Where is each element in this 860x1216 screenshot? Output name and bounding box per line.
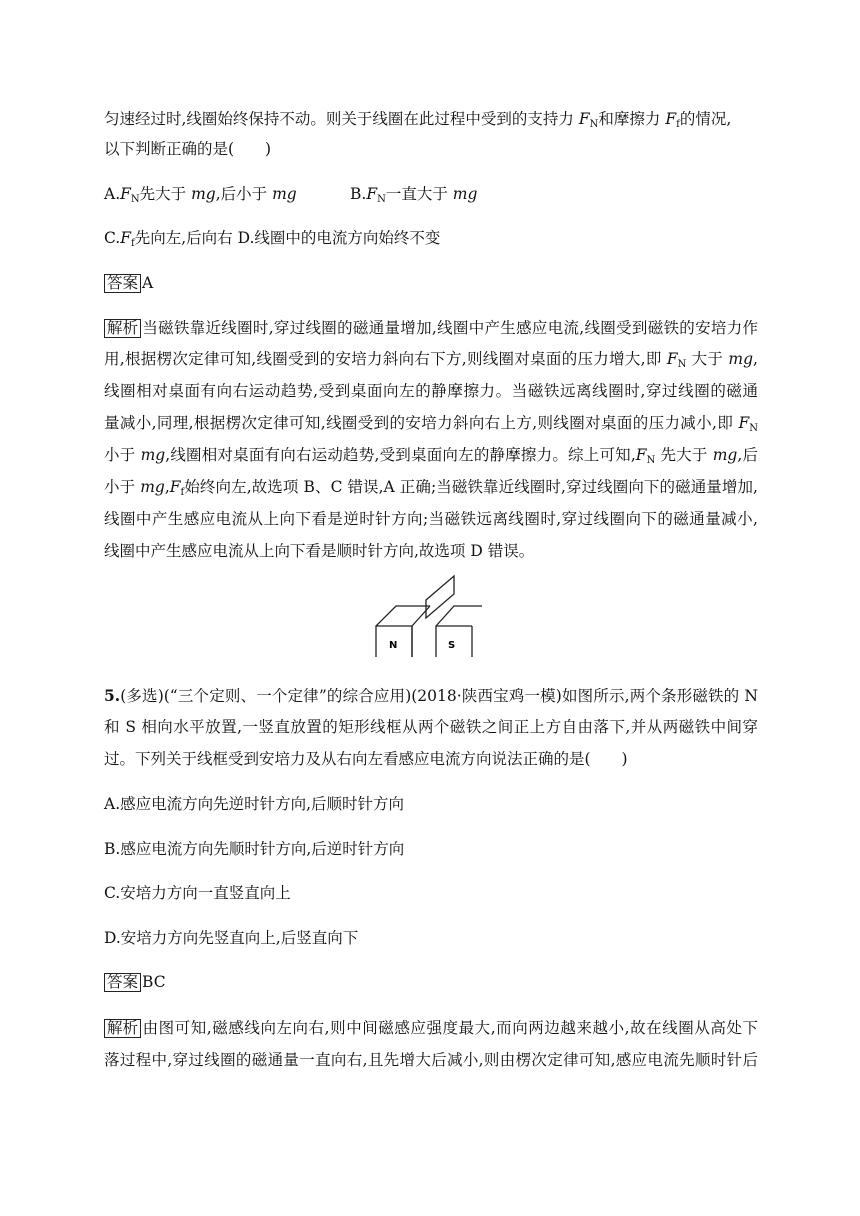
answer-label-box: 答案 [104,973,141,992]
q5-stem-line2: 和 S 相向水平放置,一竖直放置的矩形线框从两个磁铁之间正上方自由落下,并从两磁铁中间穿 [104,718,758,736]
q4-analysis-line2: 用,根据楞次定律可知,线圈受到的安培力斜向右下方,则线圈对桌面的压力增大,即 $F_N$ 大于 mg, [104,350,758,370]
analysis-text: ,线圈相对桌面有向右运动趋势,受到桌面向左的静摩擦力。综上可知, [165,446,636,464]
symbol-mg: mg [452,185,478,203]
option-text: 先大于 [139,185,187,203]
q5-option-a[interactable]: A.感应电流方向先逆时针方向,后顺时针方向 [104,795,405,813]
q5-analysis-line1 [104,1018,758,1038]
subscript-N: N [646,455,656,466]
q4-text: 和摩擦力 [598,110,661,128]
q5-analysis-line2: 落过程中,穿过线圈的磁通量一直向右,且先增大后减小,则由楞次定律可知,感应电流先顺时针后 [104,1051,758,1069]
right-magnet [436,606,482,657]
q5-stem-line1 [104,686,758,706]
option-text: ,后小于 [215,185,268,203]
symbol-mg: mg [728,350,754,368]
q4-text: 匀速经过时,线圈始终保持不动。则关于线圈在此过程中受到的支持力 [104,110,574,128]
q4-stem-line2: 以下判断正确的是( ) [104,140,272,158]
q4-options-row1 [104,184,478,205]
q4-option-c[interactable] [104,229,238,247]
q5-option-d[interactable]: D.安培力方向先竖直向上,后竖直向下 [104,929,359,947]
symbol-mg: mg [712,446,738,464]
symbol-F: F [635,446,647,464]
q4-option-b[interactable] [350,184,477,204]
q4-option-d[interactable]: D.线圈中的电流方向始终不变 [237,229,441,247]
analysis-text: 始终向左,故选项 B、C 错误,A 正确;当磁铁靠近线圈时,穿过线圈向下的磁通量增加, [184,478,758,496]
q4-analysis-line6: 小于 $mg,F_f$始终向左,故选项 B、C 错误,A 正确;当磁铁靠近线圈时,穿过线圈向下的磁通量增加, [104,478,758,498]
symbol-F: F [120,185,131,203]
option-label: B. [350,185,367,203]
subscript-N: N [677,359,687,370]
answer-value: A [142,274,154,292]
symbol-F: F [578,110,590,128]
magnets-coil-figure [372,574,492,666]
magnet-label-s: S [448,640,456,651]
analysis-text: 小于 [104,478,136,496]
question-text: (多选)(“三个定则、一个定律”的综合应用)(2018·陕西宝鸡一模)如图所示,两个条形磁铁的 N [120,687,758,705]
symbol-mg: mg [191,185,216,203]
q5-option-c[interactable]: C.安培力方向一直竖直向上 [104,884,291,902]
q4-options-row2 [104,228,440,248]
q4-answer [104,273,153,293]
magnet-label-n: N [389,640,398,651]
analysis-label-box: 解析 [104,1019,141,1038]
q4-stem-line1 [104,109,731,129]
symbol-F: F [120,229,131,247]
q5-stem-line3: 过。下列关于线框受到安培力及从右向左看感应电流方向说法正确的是( ) [104,750,628,768]
analysis-text: 大于 [691,350,724,368]
option-label: A. [104,185,121,203]
subscript-f: f [676,119,680,130]
q4-analysis-line3: 线圈相对桌面有向右运动趋势,受到桌面向左的静摩擦力。当磁铁远离线圈时,穿过线圈的磁通 [104,382,758,400]
subscript-N: N [589,119,599,130]
option-text: 一直大于 [385,185,448,203]
option-text: 先向左,后向右 [134,229,233,247]
symbol-mg: mg [272,185,297,203]
coil-frame [426,576,454,618]
option-label: C. [104,229,121,247]
analysis-text: 小于 [104,446,136,464]
analysis-text: 用,根据楞次定律可知,线圈受到的安培力斜向右下方,则线圈对桌面的压力增大,即 [104,350,662,368]
subscript-N: N [377,194,386,205]
q4-analysis-line7: 线圈中产生感应电流从上向下看是逆时针方向;当磁铁远离线圈时,穿过线圈向下的磁通量减小, [104,510,758,528]
q5-answer [104,972,166,992]
subscript-N: N [749,423,758,434]
symbol-mg: mg [140,446,166,464]
answer-label-box: 答案 [104,274,141,293]
q4-analysis-line5 [104,445,758,465]
left-magnet [376,606,430,657]
symbol-F: F [665,110,677,128]
symbol-F: F [666,350,678,368]
symbol-F: F [366,185,378,203]
subscript-f: f [131,238,135,249]
answer-value: BC [142,973,166,991]
subscript-N: N [130,194,140,205]
symbol-F: F [169,478,181,496]
q4-analysis-line4 [104,413,758,433]
question-number: 5. [104,686,121,705]
analysis-text: 当磁铁靠近线圈时,穿过线圈的磁通量增加,线圈中产生感应电流,线圈受到磁铁的安培力作 [142,319,758,337]
symbol-mg: mg [140,478,165,496]
symbol-F: F [738,414,750,432]
subscript-f: f [180,487,185,498]
analysis-text: 由图可知,磁感线向左向右,则中间磁感应强度最大,而向两边越来越小,故在线圈从高处下 [142,1019,758,1037]
analysis-label-box: 解析 [104,319,141,338]
q4-analysis-line1 [104,318,758,338]
q4-option-a[interactable] [104,185,297,203]
analysis-text: 先大于 [660,446,708,464]
q4-text: 的情况, [679,110,732,128]
q4-analysis-line8: 线圈中产生感应电流从上向下看是顺时针方向,故选项 D 错误。 [104,542,535,560]
analysis-text: 量减小,同理,根据楞次定律可知,线圈受到的安培力斜向右上方,则线圈对桌面的压力减小,即 [104,414,734,432]
q5-option-b[interactable]: B.感应电流方向先顺时针方向,后逆时针方向 [104,840,405,858]
analysis-text: ,后 [737,446,758,464]
